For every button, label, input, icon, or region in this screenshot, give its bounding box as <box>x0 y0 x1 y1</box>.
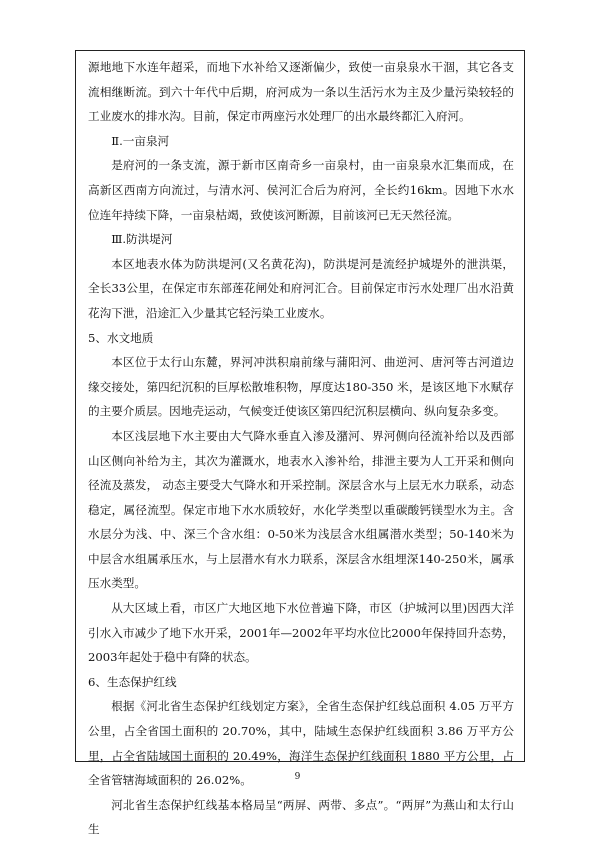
paragraph-hydrogeology-location: 本区位于太行山东麓，界河冲洪积扇前缘与蒲阳河、曲逆河、唐河等古河道边缘交接处，第四纪沉积的巨厚松散堆积物，厚度达180-350 米，是该区地下水赋存的主要介质层。因地壳运动，气候变迁使该区第四纪沉积层横向、纵向复杂多变。 <box>88 355 514 419</box>
paragraph-ecological-redline-area: 根据《河北省生态保护红线划定方案》，全省生态保护红线总面积 4.05 万平方公里，占全省国土面积的 20.70%，其中，陆域生态保护红线面积 3.86 万平方公里，占全省陆域国土面积的 20.49%，海洋生态保护红线面积 1880 平方公里，占全省管辖海域面积的 26.02%。 <box>88 699 514 788</box>
paragraph-fanghongdi-river: 本区地表水体为防洪堤河(又名黄花沟)，防洪堤河是流经护城堤外的泄洪渠，全长33公里，在保定市东部莲花闸处和府河汇合。目前保定市污水处理厂出水沿黄花沟下泄，沿途汇入少量其它轻污染工业废水。 <box>88 256 514 320</box>
content-frame <box>75 50 525 837</box>
paragraph-fuhe-history: 源地地下水连年超采，而地下水补给又逐渐偏少，致使一亩泉泉水干涸，其它各支流相继断流。到六十年代中后期，府河成为一条以生活污水为主及少量污染较轻的工业废水的排水沟。目前，保定市两座污水处理厂的出水最终都汇入府河。 <box>88 60 514 124</box>
paragraph-hydrogeology-water-level: 从大区域上看，市区广大地区地下水位普遍下降，市区（护城河以里)因西大洋引水入市减少了地下水开采，2001年—2002年平均水位比2000年保持回升态势，2003年起处于稳中有降的状态。 <box>88 601 514 665</box>
heading-fanghongdi-river: Ⅲ.防洪堤河 <box>111 232 173 247</box>
heading-hydrogeology: 5、水文地质 <box>88 330 154 345</box>
paragraph-yimuquan-river: 是府河的一条支流，源于新市区南奇乡一亩泉村，由一亩泉泉水汇集而成，在高新区西南方向流过，与清水河、侯河汇合后为府河，全长约16km。因地下水水位连年持续下降，一亩泉枯竭，致使该河断源，目前该河已无天然径流。 <box>88 158 514 222</box>
heading-ecological-redline: 6、生态保护红线 <box>88 674 177 689</box>
heading-yimuquan-river: Ⅱ.一亩泉河 <box>111 133 170 148</box>
document-body <box>76 51 524 842</box>
paragraph-hydrogeology-aquifers: 本区浅层地下水主要由大气降水垂直入渗及潴河、界河侧向径流补给以及西部山区侧向补给为主，其次为灌溉水，地表水入渗补给，排泄主要为人工开采和侧向径流及蒸发， 动态主要受大气降水和开采控制。深层含水与上层无水力联系，动态稳定，属径流型。保定市地下水水质较好，水化学类型以重碳酸钙镁型水为主。含水层分为浅、中、深三个含水组：0-50米为浅层含水组属潜水类型；50-140米为中层含水组属承压水，与上层潜水有水力联系，深层含水组埋深140-250米，属承压水类型。 <box>88 428 514 591</box>
page-number: 9 <box>294 772 301 782</box>
paragraph-ecological-redline-pattern: 河北省生态保护红线基本格局呈“两屏、两带、多点”。“两屏”为燕山和太行山生 <box>88 797 514 837</box>
